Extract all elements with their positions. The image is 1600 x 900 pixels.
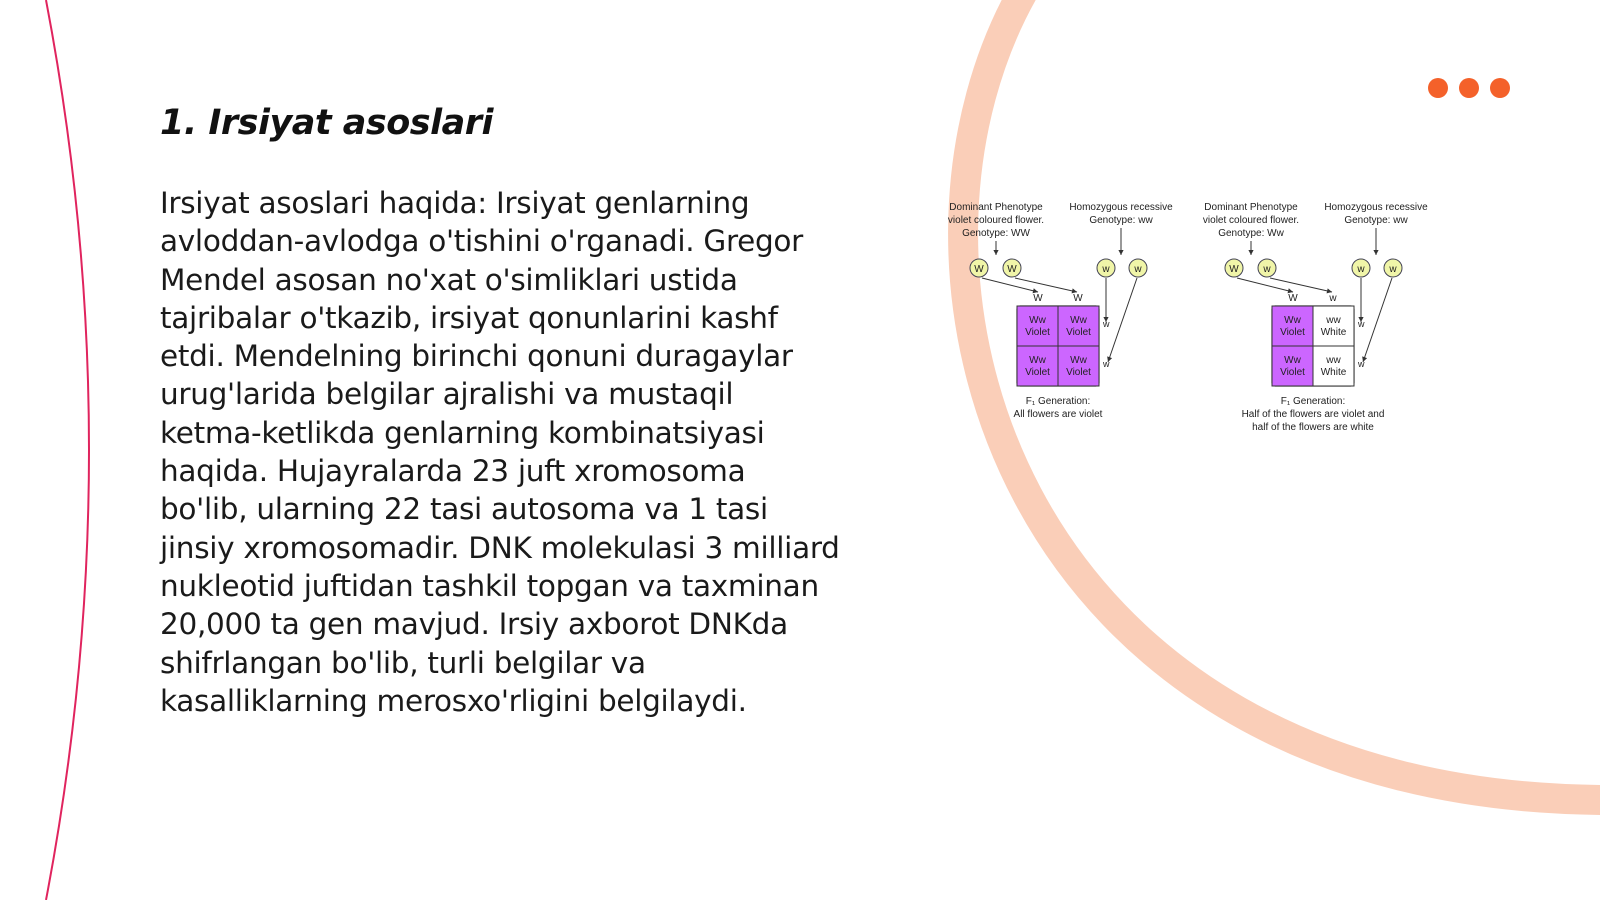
gamete-label: w (1389, 264, 1397, 275)
gamete-label: w (1357, 264, 1365, 275)
parent2-label: Genotype: ww (1344, 215, 1408, 226)
cell-genotype: ww (1326, 315, 1341, 326)
parent2-label: Genotype: ww (1089, 215, 1153, 226)
arrow-head (1118, 250, 1123, 255)
arrow-line (1270, 278, 1332, 292)
cell-genotype: Ww (1029, 315, 1046, 326)
parent1-label: Genotype: Ww (1218, 228, 1284, 239)
dot-icon (1428, 78, 1448, 98)
dot-icon (1490, 78, 1510, 98)
parent1-label: violet coloured flower. (947, 215, 1045, 226)
parent1-label: violet coloured flower. (1202, 215, 1300, 226)
punnett-cell (1272, 306, 1313, 346)
gamete-label: w (1102, 264, 1110, 275)
arrow-line (1237, 278, 1293, 292)
col-header: w (1329, 293, 1337, 304)
punnett-cell (1272, 346, 1313, 386)
parent1-label: Dominant Phenotype (949, 202, 1043, 213)
arrow-line (1108, 278, 1137, 362)
col-header: W (1073, 293, 1083, 304)
punnett-cell (1313, 346, 1354, 386)
cell-genotype: ww (1326, 355, 1341, 366)
col-header: W (1033, 293, 1043, 304)
cell-phenotype: Violet (1025, 367, 1050, 378)
cell-phenotype: Violet (1066, 367, 1091, 378)
generation-caption: All flowers are violet (1013, 409, 1103, 420)
row-header: w (1358, 319, 1365, 329)
cell-phenotype: White (1320, 327, 1347, 338)
arrow-head (1373, 250, 1378, 255)
row-header: w (1103, 319, 1110, 329)
slide-title: 1. Irsiyat asoslari (160, 103, 493, 143)
cell-phenotype: Violet (1025, 327, 1050, 338)
generation-caption: F₁ Generation: (1025, 396, 1091, 407)
arrow-head (1248, 250, 1253, 255)
parent1-label: Dominant Phenotype (1204, 202, 1298, 213)
mendel-cross-diagram (945, 198, 1460, 448)
row-header: w (1103, 359, 1110, 369)
gamete-label: W (1007, 264, 1017, 275)
cell-phenotype: Violet (1066, 327, 1091, 338)
parent2-label: Homozygous recessive (1069, 202, 1173, 213)
arrow-head (993, 250, 998, 255)
punnett-cell (1017, 346, 1058, 386)
arrow-line (1363, 278, 1392, 362)
slide-body-text: Irsiyat asoslari haqida: Irsiyat genlarning avloddan-avlodga o'tishini o'rganadi. Gregor Mendel asosan no'xat o'simliklari ustida tajribalar o'tkazib, irsiyat qonunlarini kashf etdi. Mendelning birinchi qonuni duragaylar urug'larida belgilar ajralishi va mustaqil ketma-ketlikda genlarning kombinatsiyasi haqida. Hujayralarda 23 juft xromosoma bo'lib, ularning 22 tasi autosoma va 1 tasi jinsiy xromosomadir. DNK molekulasi 3 milliard nukleotid juftidan tashkil topgan va taxminan 20,000 ta gen mavjud. Irsiy axborot DNKda shifrlangan bo'lib, turli belgilar va kasalliklarning merosxo'rligini belgilaydi. (160, 186, 840, 718)
gamete-label: W (1229, 264, 1239, 275)
parent2-label: Homozygous recessive (1324, 202, 1428, 213)
gamete-label: w (1134, 264, 1142, 275)
arrow-line (982, 278, 1038, 292)
punnett-cell (1313, 306, 1354, 346)
menu-dots (1428, 78, 1510, 98)
cell-genotype: Ww (1070, 355, 1087, 366)
cell-phenotype: Violet (1280, 327, 1305, 338)
dot-icon (1459, 78, 1479, 98)
cell-genotype: Ww (1284, 315, 1301, 326)
generation-caption: F₁ Generation: (1280, 396, 1346, 407)
gamete-label: w (1263, 264, 1271, 275)
cell-genotype: Ww (1070, 315, 1087, 326)
cell-genotype: Ww (1029, 355, 1046, 366)
col-header: W (1288, 293, 1298, 304)
generation-caption: half of the flowers are white (1252, 422, 1374, 433)
row-header: w (1358, 359, 1365, 369)
parent1-label: Genotype: WW (962, 228, 1030, 239)
generation-caption: Half of the flowers are violet and (1241, 409, 1385, 420)
decorative-line (46, 0, 89, 900)
punnett-cell (1058, 306, 1099, 346)
gamete-label: W (974, 264, 984, 275)
punnett-cell (1058, 346, 1099, 386)
punnett-cell (1017, 306, 1058, 346)
cell-phenotype: Violet (1280, 367, 1305, 378)
cell-genotype: Ww (1284, 355, 1301, 366)
cell-phenotype: White (1320, 367, 1347, 378)
arrow-line (1015, 278, 1077, 292)
